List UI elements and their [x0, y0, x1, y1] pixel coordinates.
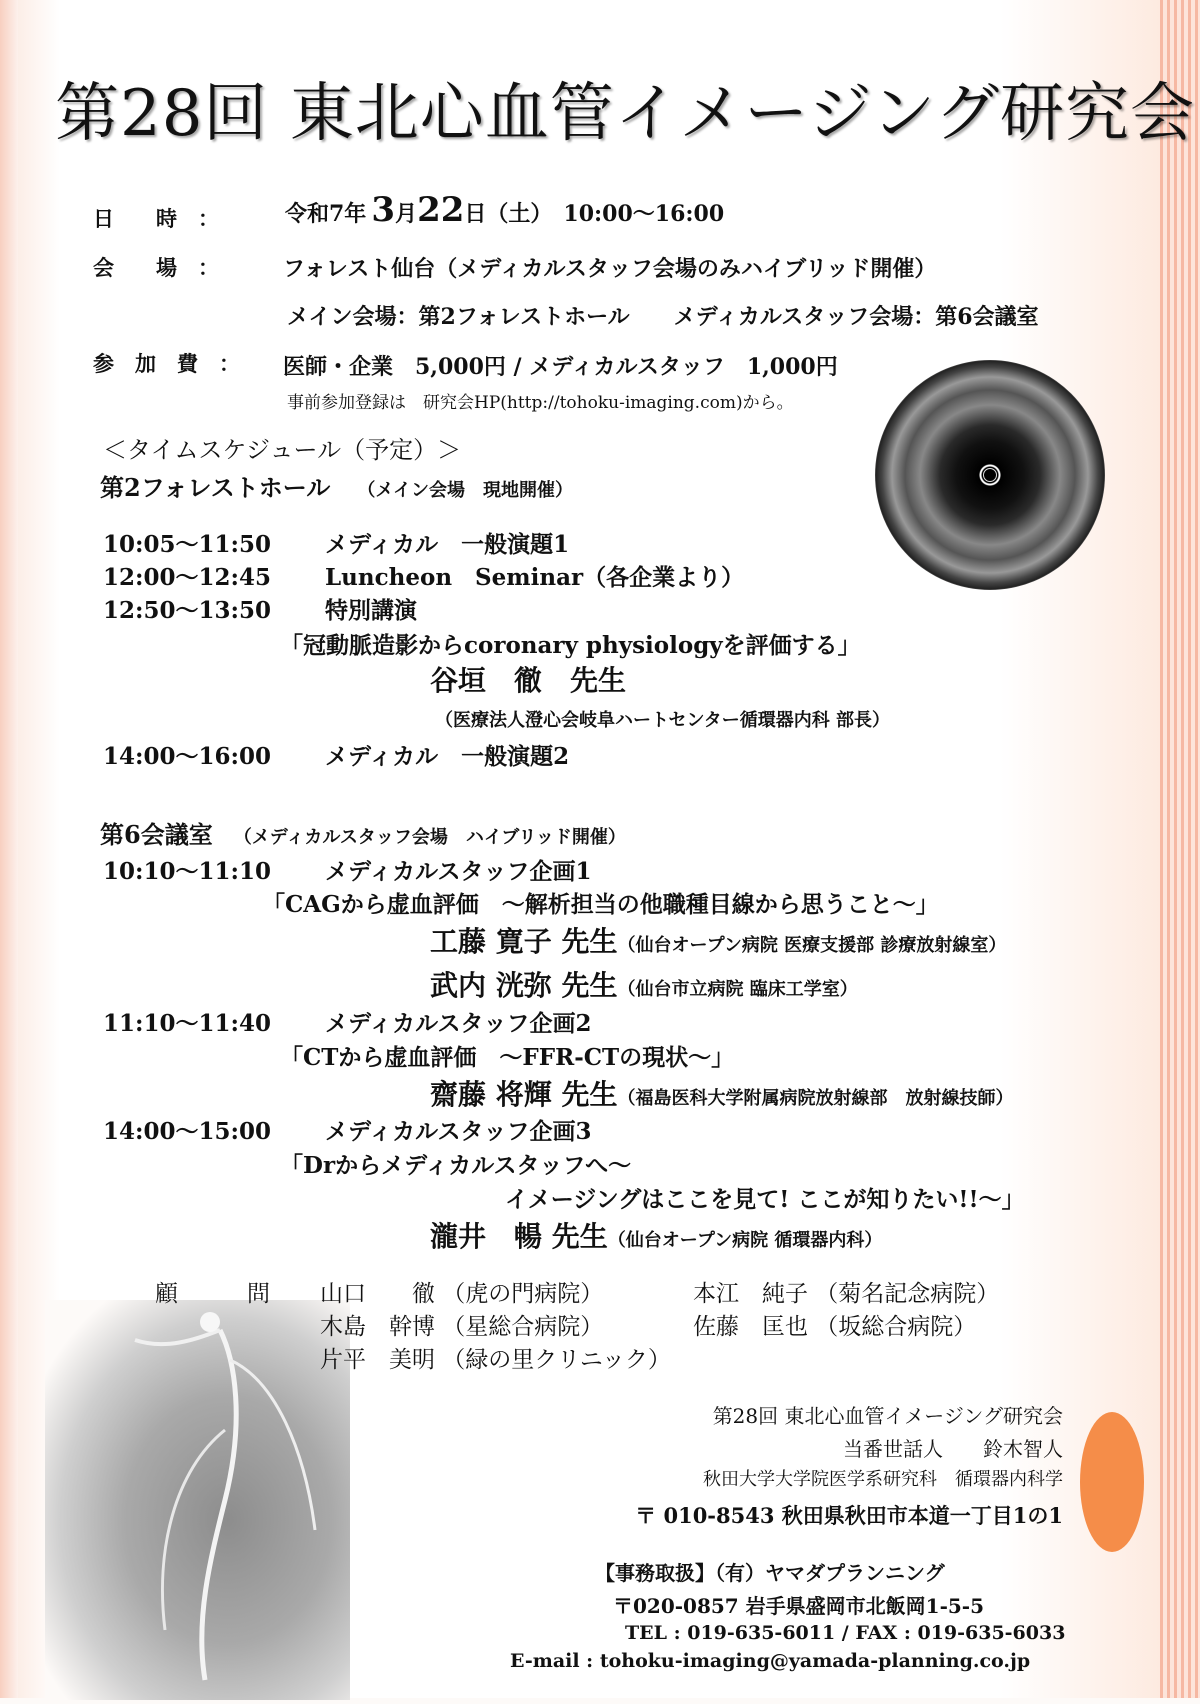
s3-affiliation: （医療法人澄心会岐阜ハートセンター循環器内科 部長） — [435, 710, 891, 731]
m2-speaker: 齋藤 将輝 先生 — [430, 1078, 618, 1111]
hall2-name: 第6会議室 — [100, 820, 213, 849]
hall1-note: （メイン会場 現地開催） — [357, 480, 574, 501]
m2-lecture: 「CTから虚血評価 ～FFR-CTの現状～」 — [280, 1044, 735, 1071]
m2-time: 11:10～11:40 — [103, 1010, 272, 1037]
m3-speaker: 瀧井 暢 先生 — [430, 1220, 608, 1253]
s4-time: 14:00～16:00 — [103, 743, 272, 770]
m3-title: メディカルスタッフ企画3 — [325, 1118, 592, 1145]
s3-lecture: 「冠動脈造影からcoronary physiologyを評価する」 — [280, 632, 861, 659]
office-line1: 【事務取扱】（有）ヤマダプランニング — [595, 1561, 945, 1585]
advisor-5: 片平 美明 （緑の里クリニック） — [320, 1347, 671, 1373]
s2-time: 12:00～12:45 — [103, 564, 272, 591]
office-email: E-mail : tohoku-imaging@yamada-planning.co.jp — [510, 1650, 1031, 1672]
advisor-2: 本江 純子 （菊名記念病院） — [693, 1281, 1000, 1307]
m1-speaker1: 工藤 寛子 先生 — [430, 925, 618, 958]
s2-title: Luncheon Seminar（各企業より） — [325, 564, 745, 591]
ivus-catheter — [983, 468, 997, 482]
m3-lecture-line1: 「Drからメディカルスタッフへ～ — [280, 1152, 632, 1179]
m1-speaker2: 武内 洸弥 先生 — [430, 969, 618, 1002]
date-suffix: 日（土） 10:00～16:00 — [464, 201, 725, 227]
m1-time: 10:10～11:10 — [103, 858, 272, 885]
date-month: 3 — [371, 190, 396, 230]
venue: フォレスト仙台（メディカルスタッフ会場のみハイブリッド開催） — [283, 256, 937, 282]
venue-label: 会 場 ： — [93, 255, 219, 280]
m3-speaker-row — [430, 1215, 882, 1255]
m1-affiliation2: （仙台市立病院 臨床工学室） — [617, 979, 858, 1000]
m1-title: メディカルスタッフ企画1 — [325, 858, 592, 885]
m2-speaker-row — [430, 1073, 1014, 1113]
s3-speaker: 谷垣 徹 先生 — [430, 664, 627, 697]
hall2-heading — [100, 815, 626, 850]
s4-title: メディカル 一般演題2 — [325, 743, 570, 770]
advisor-4: 佐藤 匡也 （坂総合病院） — [693, 1314, 977, 1340]
hall2-note: （メディカルスタッフ会場 ハイブリッド開催） — [233, 827, 626, 848]
hall1-name: 第2フォレストホール — [100, 473, 331, 502]
s3-title: 特別講演 — [325, 597, 417, 624]
date-label: 日 時 ： — [93, 206, 219, 231]
m1-speaker2-row — [430, 964, 858, 1004]
right-striped-border — [1160, 0, 1200, 1698]
m2-title: メディカルスタッフ企画2 — [325, 1010, 592, 1037]
date-prefix: 令和7年 — [285, 201, 367, 227]
decorative-orange-oval — [1080, 1412, 1144, 1552]
date-month-unit: 月 — [395, 201, 418, 227]
s1-time: 10:05～11:50 — [103, 531, 272, 558]
angiography-image — [45, 1300, 350, 1700]
m1-speaker1-row — [430, 920, 1006, 960]
advisor-1: 山口 徹 （虎の門病院） — [320, 1281, 604, 1307]
coronary-artery-drawing — [45, 1300, 350, 1700]
s1-title: メディカル 一般演題1 — [325, 531, 570, 558]
hall1-heading — [100, 468, 573, 503]
m1-lecture: 「CAGから虚血評価 ～解析担当の他職種目線から思うこと～」 — [262, 891, 939, 918]
organizer-line2: 当番世話人 鈴木智人 — [843, 1437, 1063, 1461]
ivus-image — [875, 360, 1105, 590]
organizer-line3: 秋田大学大学院医学系研究科 循環器内科学 — [703, 1469, 1063, 1490]
m3-lecture-line2: イメージングはここを見て! ここが知りたい!!～」 — [505, 1186, 1025, 1213]
advisors-label: 顧 問 — [155, 1281, 270, 1307]
organizer-line1: 第28回 東北心血管イメージング研究会 — [712, 1404, 1063, 1428]
schedule-heading: ＜タイムスケジュール（予定）＞ — [103, 436, 462, 464]
fee: 医師・企業 5,000円 / メディカルスタッフ 1,000円 — [283, 354, 838, 380]
m1-affiliation1: （仙台オープン病院 医療支援部 診療放射線室） — [617, 935, 1007, 956]
m2-affiliation: （福島医科大学附属病院放射線部 放射線技師） — [617, 1088, 1014, 1109]
registration-note: 事前参加登録は 研究会HP(http://tohoku-imaging.com)から。 — [287, 393, 794, 413]
m3-affiliation: （仙台オープン病院 循環器内科） — [607, 1230, 883, 1251]
venue-detail: メイン会場：第2フォレストホール メディカルスタッフ会場：第6会議室 — [287, 304, 1039, 330]
fee-label: 参 加 費 ： — [93, 351, 240, 376]
advisor-3: 木島 幹博 （星総合病院） — [320, 1314, 604, 1340]
page-title: 第28回 東北心血管イメージング研究会 — [55, 77, 1195, 151]
date-day: 22 — [417, 190, 465, 230]
office-phone-fax: TEL : 019-635-6011 / FAX : 019-635-6033 — [625, 1622, 1066, 1644]
m3-time: 14:00～15:00 — [103, 1118, 272, 1145]
event-date — [285, 190, 724, 230]
office-address: 〒020-0857 岩手県盛岡市北飯岡1-5-5 — [613, 1594, 985, 1618]
s3-time: 12:50～13:50 — [103, 597, 272, 624]
organizer-address: 〒 010-8543 秋田県秋田市本道一丁目1の1 — [635, 1503, 1063, 1528]
left-border — [0, 0, 18, 1698]
